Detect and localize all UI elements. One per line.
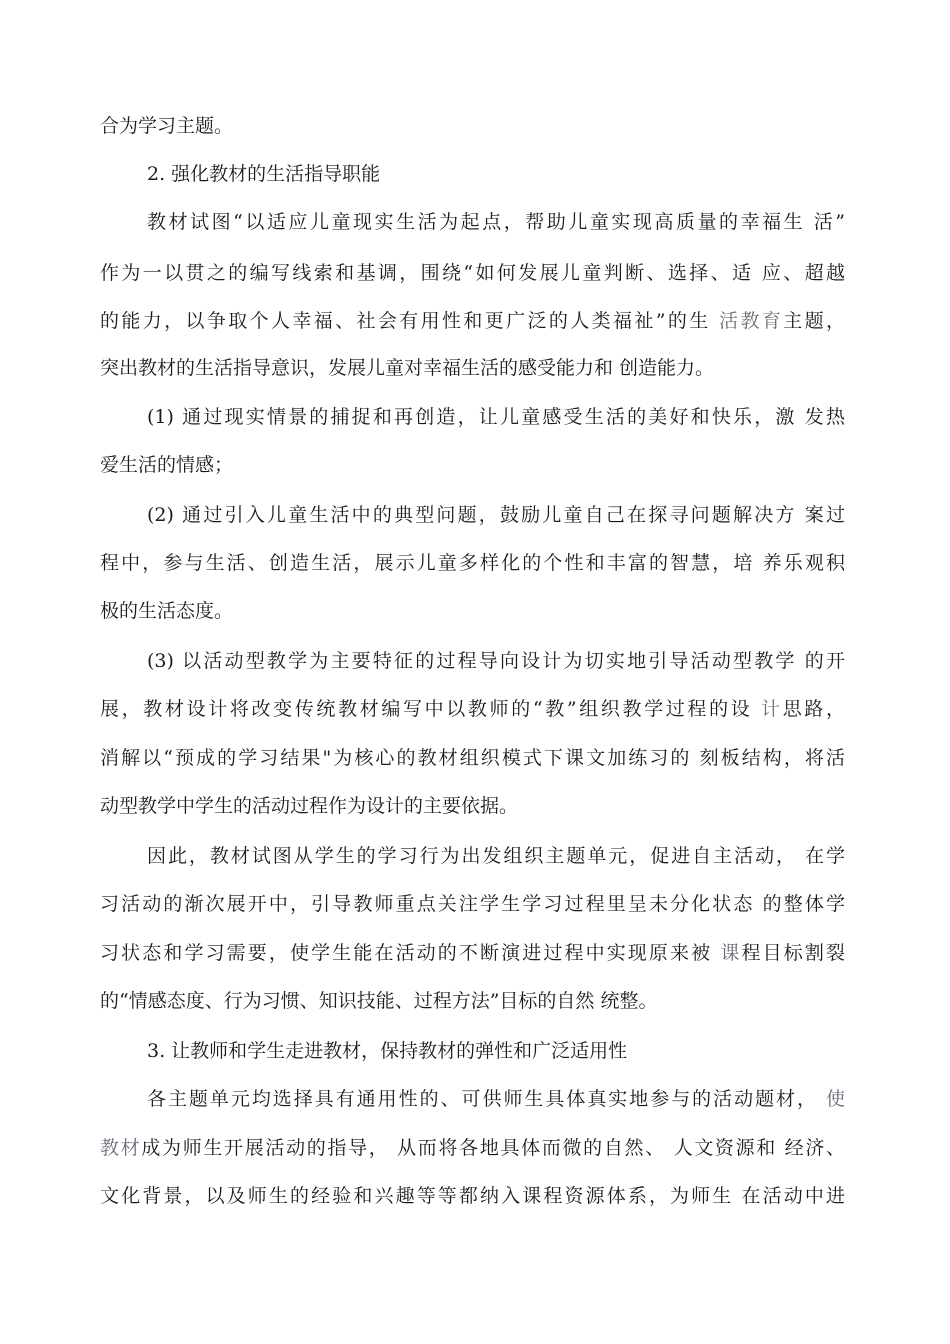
text-run: 展，教材设计将改变传统教材编写中以教师的“教”组织教学过程的设	[100, 698, 762, 720]
list-item-line: (1) 通过现实情景的捕捉和再创造，让儿童感受生活的美好和快乐，激 发热	[147, 406, 845, 428]
text-run: 习状态和学习需要，使学生能在活动的不断演进过程中实现原来被	[100, 942, 721, 964]
text-run: 主题，	[783, 310, 845, 332]
paragraph-line	[100, 1135, 845, 1161]
highlight-text: 计	[761, 698, 783, 720]
list-item-line: 程中，参与生活、创造生活，展示儿童多样化的个性和丰富的智慧，培 养乐观积	[100, 552, 845, 574]
list-item-line: 动型教学中学生的活动过程作为设计的主要依据。	[100, 795, 519, 817]
highlight-text: 教材	[100, 1137, 142, 1159]
list-item-line: (2) 通过引入儿童生活中的典型问题，鼓励儿童自己在探寻问题解决方 案过	[147, 504, 845, 526]
list-item-line	[100, 696, 845, 722]
paragraph-line	[100, 940, 845, 966]
section-heading: 2. 强化教材的生活指导职能	[147, 163, 381, 185]
paragraph-line: 合为学习主题。	[100, 115, 234, 137]
paragraph-line: 的“情感态度、行为习惯、知识技能、过程方法”目标的自然 统整。	[100, 990, 658, 1012]
text-run: 思路，	[782, 698, 845, 720]
text-run: 程目标割裂	[741, 942, 845, 964]
list-item-line: 极的生活态度。	[100, 600, 234, 622]
text-run: 各主题单元均选择具有通用性的、可供师生具体真实地参与的活动题材，	[147, 1088, 826, 1110]
paragraph-line: 习活动的渐次展开中，引导教师重点关注学生学习过程里呈未分化状态 的整体学	[100, 893, 845, 915]
list-item-line: 消解以“预成的学习结果"为核心的教材组织模式下课文加练习的 刻板结构，将活	[100, 747, 845, 769]
list-item-line: (3) 以活动型教学为主要特征的过程导向设计为切实地引导活动型教学 的开	[147, 650, 845, 672]
list-item-line: 爱生活的情感；	[100, 454, 234, 476]
section-heading: 3. 让教师和学生走进教材，保持教材的弹性和广泛适用性	[147, 1040, 628, 1062]
highlight-text: 使	[825, 1088, 845, 1110]
text-run: 的能力，以争取个人幸福、社会有用性和更广泛的人类福祉”的生	[100, 310, 720, 332]
paragraph-line	[147, 1086, 845, 1112]
paragraph-line	[100, 308, 845, 334]
highlight-text: 课	[720, 942, 742, 964]
highlight-text: 活教育	[719, 310, 784, 332]
paragraph-line: 文化背景，以及师生的经验和兴趣等等都纳入课程资源体系，为师生 在活动中进	[100, 1185, 845, 1207]
text-run: 成为师生开展活动的指导， 从而将各地具体而微的自然、 人文资源和 经济、	[141, 1137, 845, 1159]
paragraph-line: 因此，教材试图从学生的学习行为出发组织主题单元，促进自主活动， 在学	[147, 845, 845, 867]
paragraph-line: 教材试图“以适应儿童现实生活为起点，帮助儿童实现高质量的幸福生 活”	[147, 211, 845, 233]
paragraph-line: 突出教材的生活指导意识，发展儿童对幸福生活的感受能力和 创造能力。	[100, 357, 715, 379]
paragraph-line: 作为一以贯之的编写线索和基调，围绕“如何发展儿童判断、选择、适 应、超越	[100, 262, 845, 284]
